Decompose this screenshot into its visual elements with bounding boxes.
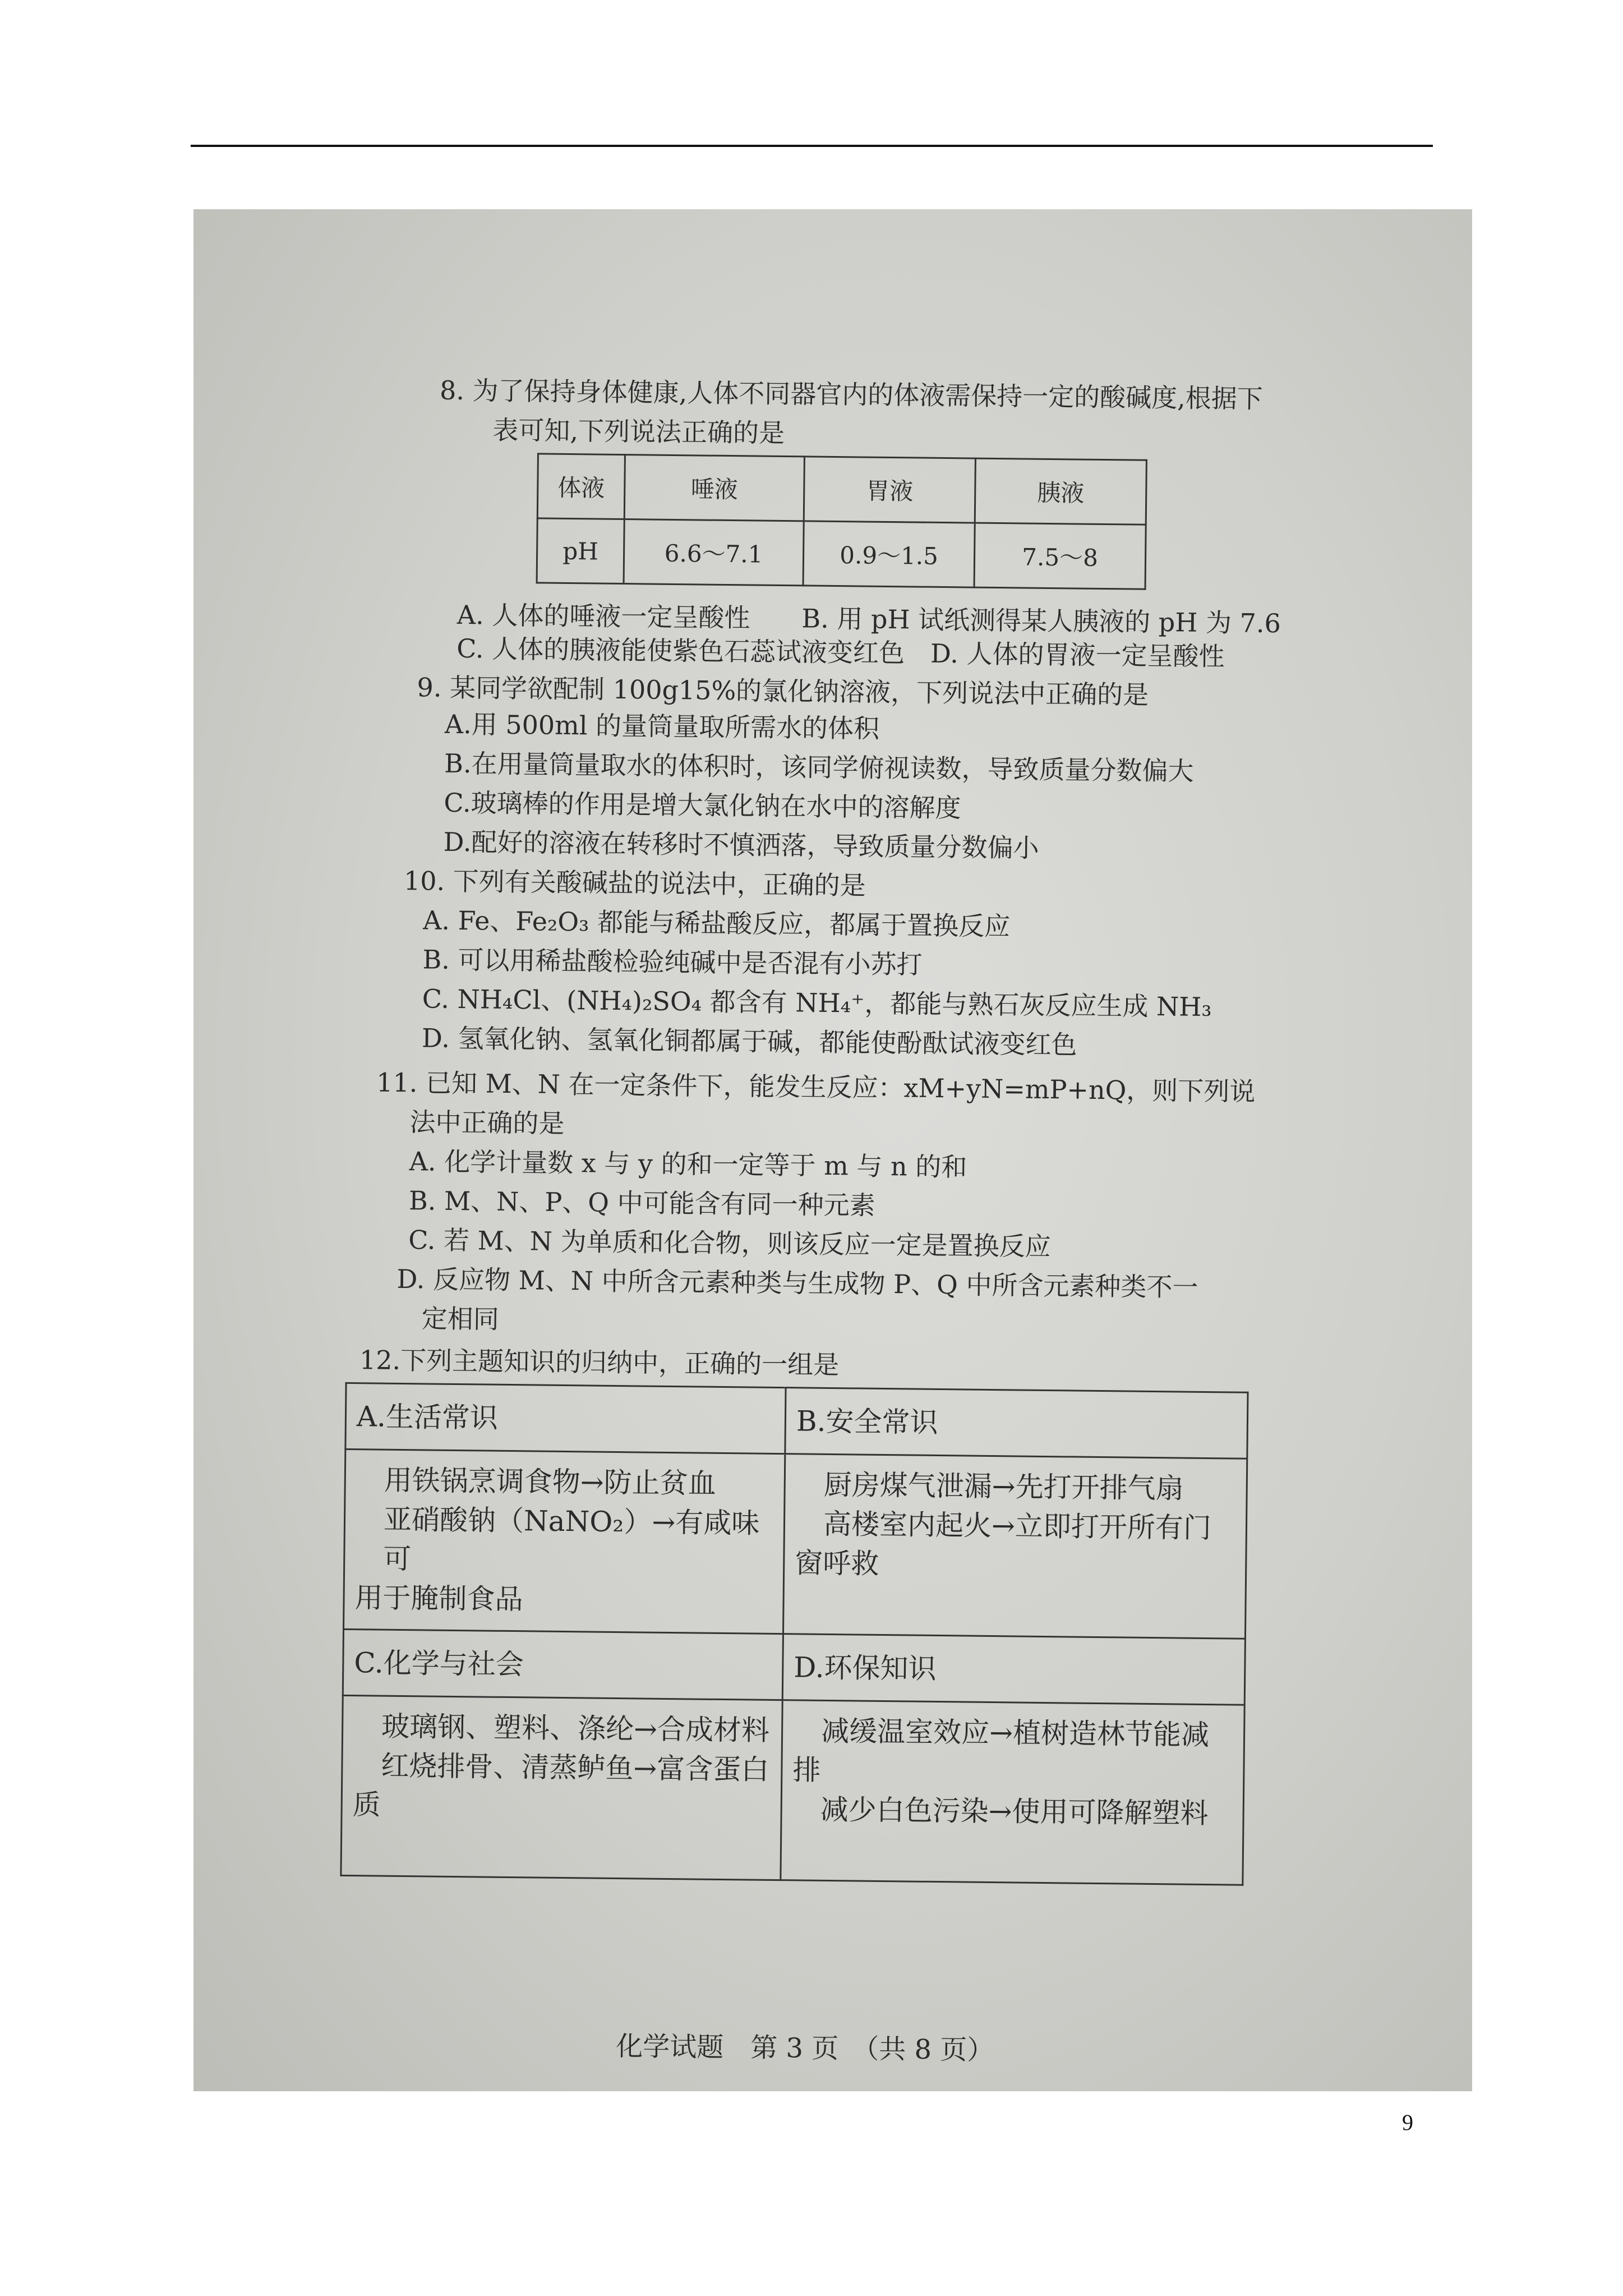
knowledge-table [340, 1382, 1248, 1886]
exam-footer: 化学试题 第 3 页 （共 8 页） [615, 2031, 994, 2067]
q8-stem-line2: 表可知,下列说法正确的是 [492, 415, 785, 449]
ph-cell: 6.6～7.1 [624, 519, 804, 586]
ph-cell: 0.9～1.5 [803, 521, 975, 587]
q9-option-c: C.玻璃棒的作用是增大氯化钠在水中的溶解度 [444, 787, 961, 823]
kb-d-line: 减少白色污染→使用可降解塑料 [820, 1793, 1209, 1830]
q11-option-c: C. 若 M、N 为单质和化合物，则该反应一定是置换反应 [408, 1225, 1051, 1262]
q11-stem-line1: 11. 已知 M、N 在一定条件下，能发生反应：xM+yN=mP+nQ，则下列说 [376, 1067, 1256, 1107]
header-rule [191, 145, 1433, 147]
kb-c-line: 质 [352, 1788, 381, 1821]
kb-body-row [344, 1449, 1247, 1639]
q11-option-d-line2: 定相同 [421, 1303, 500, 1335]
q11-option-d-line1: D. 反应物 M、N 中所含元素种类与生成物 P、Q 中所含元素种类不一 [396, 1263, 1198, 1303]
q10-option-b: B. 可以用稀盐酸检验纯碱中是否混有小苏打 [422, 944, 923, 980]
exam-photo [193, 209, 1472, 2091]
kb-c-line: 玻璃钢、塑料、涤纶→合成材料 [381, 1710, 770, 1747]
kb-head-b: B.安全常识 [785, 1388, 1248, 1459]
kb-head-c: C.化学与社会 [343, 1629, 783, 1700]
q10-option-c: C. NH₄Cl、(NH₄)₂SO₄ 都含有 NH₄⁺，都能与熟石灰反应生成 NH₃ [422, 983, 1212, 1023]
ph-header-cell: 体液 [537, 454, 625, 519]
kb-a-line: 用于腌制食品 [354, 1581, 523, 1616]
kb-cell-a [344, 1449, 785, 1634]
kb-a-line: 亚硝酸钠（NaNO₂）→有咸味可 [383, 1503, 760, 1576]
exam-content [193, 209, 1472, 2091]
ph-header-cell: 胰液 [975, 458, 1146, 524]
q8-options-cd: C. 人体的胰液能使紫色石蕊试液变红色 D. 人体的胃液一定呈酸性 [457, 633, 1225, 672]
ph-header-cell: 唾液 [624, 455, 804, 521]
ph-cell: pH [537, 518, 624, 584]
q8-stem-line1: 8. 为了保持身体健康,人体不同器官内的体液需保持一定的酸碱度,根据下 [439, 375, 1264, 414]
kb-b-line: 厨房煤气泄漏→先打开排气扇 [823, 1468, 1184, 1505]
ph-cell: 7.5～8 [974, 523, 1146, 589]
kb-body-row [341, 1695, 1244, 1885]
q9-option-b: B.在用量筒量取水的体积时，该同学俯视读数，导致质量分数偏大 [444, 748, 1194, 786]
kb-a-line: 用铁锅烹调食物→防止贫血 [384, 1464, 716, 1500]
ph-table [536, 453, 1147, 590]
kb-cell-d [781, 1700, 1244, 1885]
q9-option-a: A.用 500ml 的量筒量取所需水的体积 [444, 708, 880, 744]
kb-cell-b [783, 1454, 1247, 1639]
kb-header-row [345, 1383, 1248, 1458]
ph-table-header-row [537, 454, 1146, 524]
q8-options-ab: A. 人体的唾液一定呈酸性 B. 用 pH 试纸测得某人胰液的 pH 为 7.6 [457, 599, 1281, 639]
kb-header-row [343, 1629, 1245, 1705]
q10-option-d: D. 氢氧化钠、氢氧化铜都属于碱，都能使酚酞试液变红色 [421, 1023, 1077, 1060]
q9-stem: 9. 某同学欲配制 100g15%的氯化钠溶液，下列说法中正确的是 [417, 672, 1149, 710]
q11-option-a: A. 化学计量数 x 与 y 的和一定等于 m 与 n 的和 [409, 1146, 967, 1182]
q11-stem-line2: 法中正确的是 [409, 1107, 565, 1139]
kb-d-line: 排 [792, 1754, 821, 1787]
kb-cell-c [341, 1695, 782, 1880]
page-number: 9 [1402, 2110, 1413, 2135]
q10-stem: 10. 下列有关酸碱盐的说法中，正确的是 [403, 865, 866, 901]
ph-table-row [537, 518, 1146, 589]
kb-head-d: D.环保知识 [782, 1634, 1245, 1705]
kb-b-line: 窗呼救 [794, 1547, 879, 1580]
q12-stem: 12.下列主题知识的归纳中，正确的一组是 [359, 1345, 840, 1381]
q9-option-d: D.配好的溶液在转移时不慎洒落，导致质量分数偏小 [443, 826, 1039, 863]
kb-b-line: 高楼室内起火→立即打开所有门 [823, 1507, 1212, 1545]
q11-option-b: B. M、N、P、Q 中可能含有同一种元素 [408, 1185, 875, 1221]
kb-head-a: A.生活常识 [345, 1383, 786, 1453]
kb-c-line: 红烧排骨、清蒸鲈鱼→富含蛋白 [381, 1749, 769, 1786]
kb-d-line: 减缓温室效应→植树造林节能减 [820, 1714, 1210, 1752]
ph-header-cell: 胃液 [804, 457, 975, 523]
q10-option-a: A. Fe、Fe₂O₃ 都能与稀盐酸反应，都属于置换反应 [422, 905, 1011, 942]
